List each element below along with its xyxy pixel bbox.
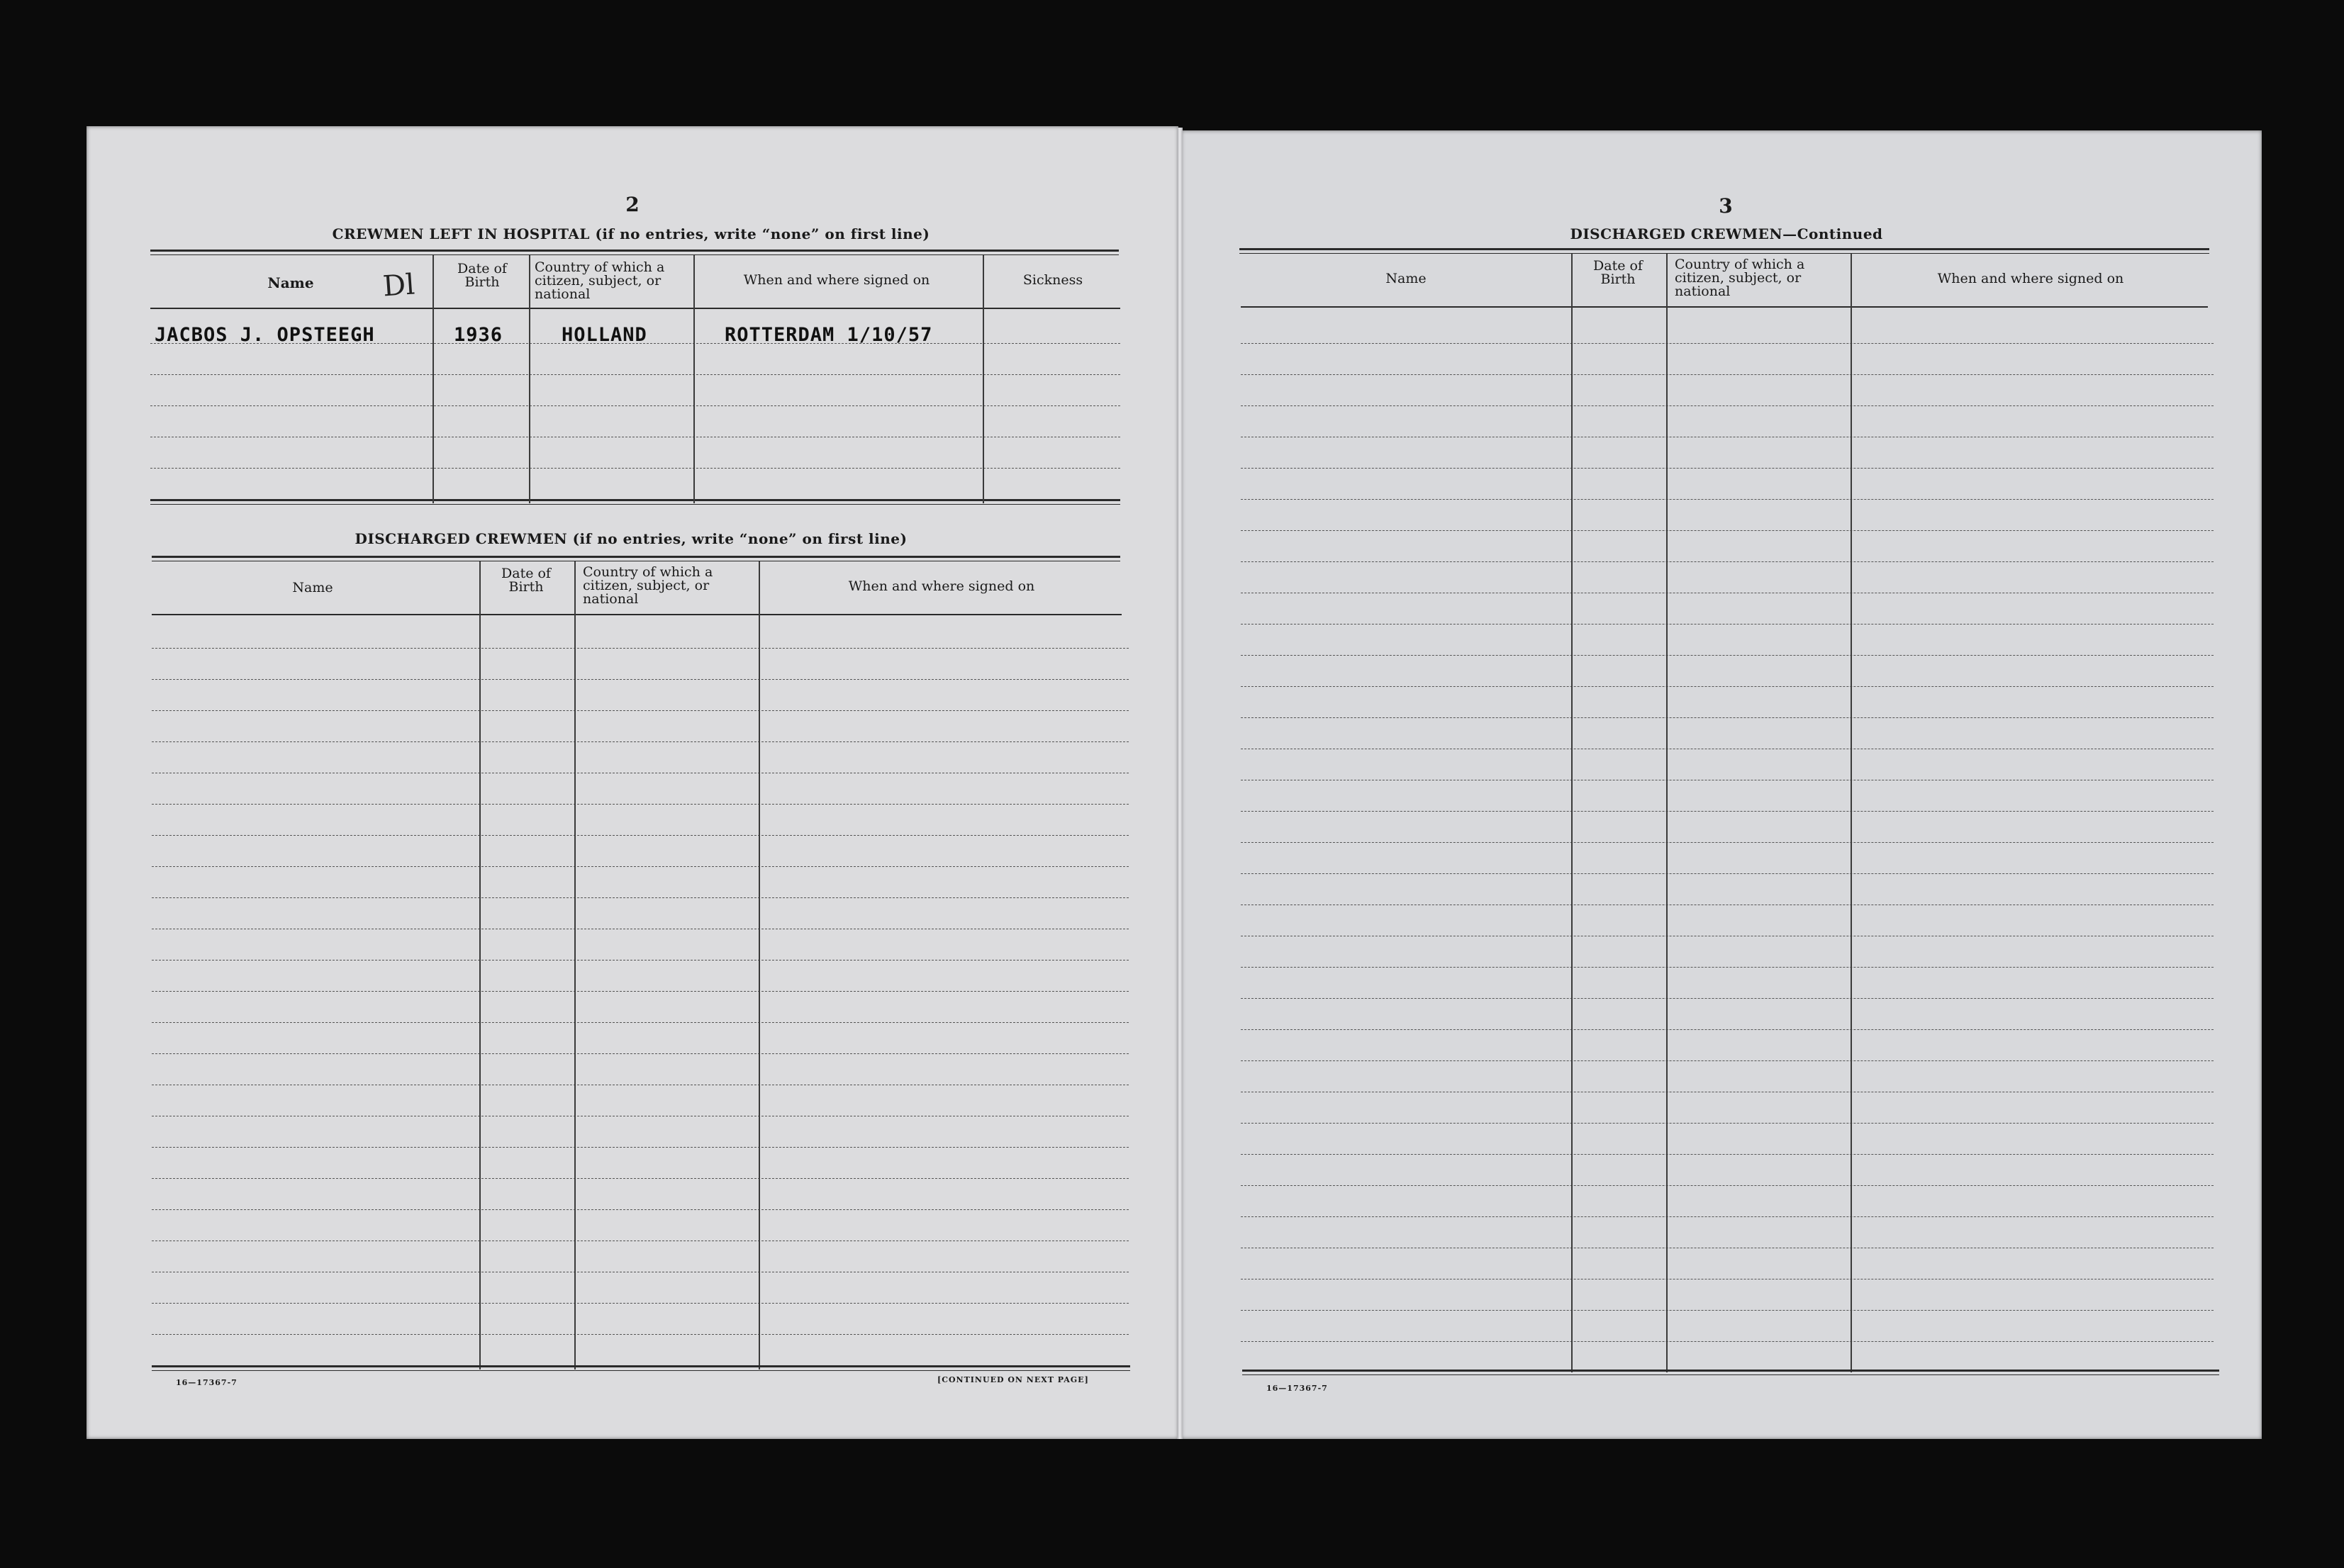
handwritten-annotation: Dl: [381, 268, 416, 303]
discharged-header-name: Name: [292, 580, 333, 595]
right-col-divider: [1851, 254, 1852, 1372]
hospital-row-line: [150, 374, 1120, 375]
discharged-header-country: Country of which a citizen, subject, or national: [583, 564, 713, 607]
row-line: [152, 991, 1129, 992]
row-line: [152, 1178, 1129, 1179]
right-bottom-rule: [1242, 1370, 2219, 1372]
row-line: [1241, 405, 2214, 406]
hospital-col-divider: [983, 255, 984, 503]
right-col-divider: [1666, 254, 1668, 1372]
right-page: [1181, 130, 2262, 1439]
hospital-row-signed-on: ROTTERDAM 1/10/57: [725, 324, 933, 346]
right-col-divider: [1571, 254, 1573, 1372]
left-page: [86, 126, 1178, 1439]
left-page-number: 2: [625, 193, 640, 216]
discharged-header-rule: [152, 614, 1122, 615]
hospital-header-dob: Date of Birth: [457, 261, 507, 290]
hospital-col-divider: [529, 255, 530, 503]
hospital-row-line: [150, 405, 1120, 406]
row-line: [152, 835, 1129, 836]
hospital-col-divider: [432, 255, 434, 503]
row-line: [152, 648, 1129, 649]
row-line: [1241, 1216, 2214, 1217]
row-line: [1241, 374, 2214, 375]
right-form-number: 16—17367-7: [1266, 1384, 1328, 1393]
row-line: [152, 679, 1129, 680]
hospital-row-country: HOLLAND: [562, 324, 647, 346]
row-line: [152, 710, 1129, 711]
right-header-dob: Date of Birth: [1593, 258, 1643, 287]
row-line: [152, 960, 1129, 961]
row-line: [1241, 1341, 2214, 1342]
hospital-header-sickness: Sickness: [1022, 272, 1083, 288]
row-line: [1241, 873, 2214, 874]
row-line: [1241, 343, 2214, 344]
row-line: [1241, 1185, 2214, 1186]
hospital-row-line: [150, 343, 1120, 344]
row-line: [1241, 811, 2214, 812]
hospital-section-title: CREWMEN LEFT IN HOSPITAL (if no entries, write “none” on first line): [332, 225, 930, 242]
row-line: [152, 1209, 1129, 1210]
hospital-header-country: Country of which a citizen, subject, or national: [535, 259, 665, 302]
hospital-row-name: JACBOS J. OPSTEEGH: [155, 324, 375, 346]
right-header-name: Name: [1385, 271, 1427, 286]
right-top-rule: [1239, 248, 2209, 250]
row-line: [1241, 717, 2214, 718]
row-line: [152, 1147, 1129, 1148]
row-line: [1241, 998, 2214, 999]
row-line: [152, 1022, 1129, 1023]
row-line: [1241, 1123, 2214, 1124]
discharged-header-signed-on: When and where signed on: [848, 578, 1035, 594]
hospital-header-name: Name: [267, 274, 314, 291]
hospital-row-line: [150, 468, 1120, 469]
discharged-bottom-rule: [152, 1365, 1130, 1367]
row-line: [152, 741, 1129, 742]
continued-note: [CONTINUED ON NEXT PAGE]: [937, 1375, 1089, 1384]
row-line: [152, 1303, 1129, 1304]
row-line: [1241, 1154, 2214, 1155]
discharged-col-divider: [759, 561, 760, 1370]
row-line: [1241, 1310, 2214, 1311]
discharged-col-divider: [574, 561, 576, 1370]
hospital-bottom-rule: [150, 499, 1120, 501]
row-line: [1241, 1060, 2214, 1061]
row-line: [1241, 655, 2214, 656]
row-line: [152, 804, 1129, 805]
row-line: [152, 866, 1129, 867]
hospital-header-signed-on: When and where signed on: [743, 272, 930, 288]
row-line: [1241, 686, 2214, 687]
hospital-top-rule: [150, 250, 1119, 252]
row-line: [1241, 842, 2214, 843]
row-line: [1241, 624, 2214, 625]
hospital-row-dob: 1936: [454, 324, 503, 346]
hospital-col-divider: [693, 255, 695, 503]
discharged-section-title: DISCHARGED CREWMEN (if no entries, write “none” on first line): [355, 530, 908, 547]
right-header-rule: [1241, 306, 2208, 308]
right-section-title: DISCHARGED CREWMEN—Continued: [1570, 225, 1883, 242]
right-header-signed-on: When and where signed on: [1937, 271, 2124, 286]
row-line: [152, 1334, 1129, 1335]
row-line: [1241, 967, 2214, 968]
form-number: 16—17367-7: [176, 1378, 238, 1387]
row-line: [1241, 468, 2214, 469]
row-line: [1241, 1029, 2214, 1030]
right-page-number: 3: [1719, 194, 1733, 218]
page-fold: [1177, 128, 1183, 1439]
discharged-col-divider: [479, 561, 481, 1370]
row-line: [152, 897, 1129, 898]
row-line: [1241, 530, 2214, 531]
discharged-header-dob: Date of Birth: [501, 566, 551, 595]
right-header-country: Country of which a citizen, subject, or national: [1675, 257, 1805, 299]
discharged-top-rule: [152, 556, 1120, 558]
row-line: [1241, 499, 2214, 500]
row-line: [1241, 561, 2214, 562]
row-line: [152, 1053, 1129, 1054]
hospital-header-rule: [150, 308, 1120, 309]
